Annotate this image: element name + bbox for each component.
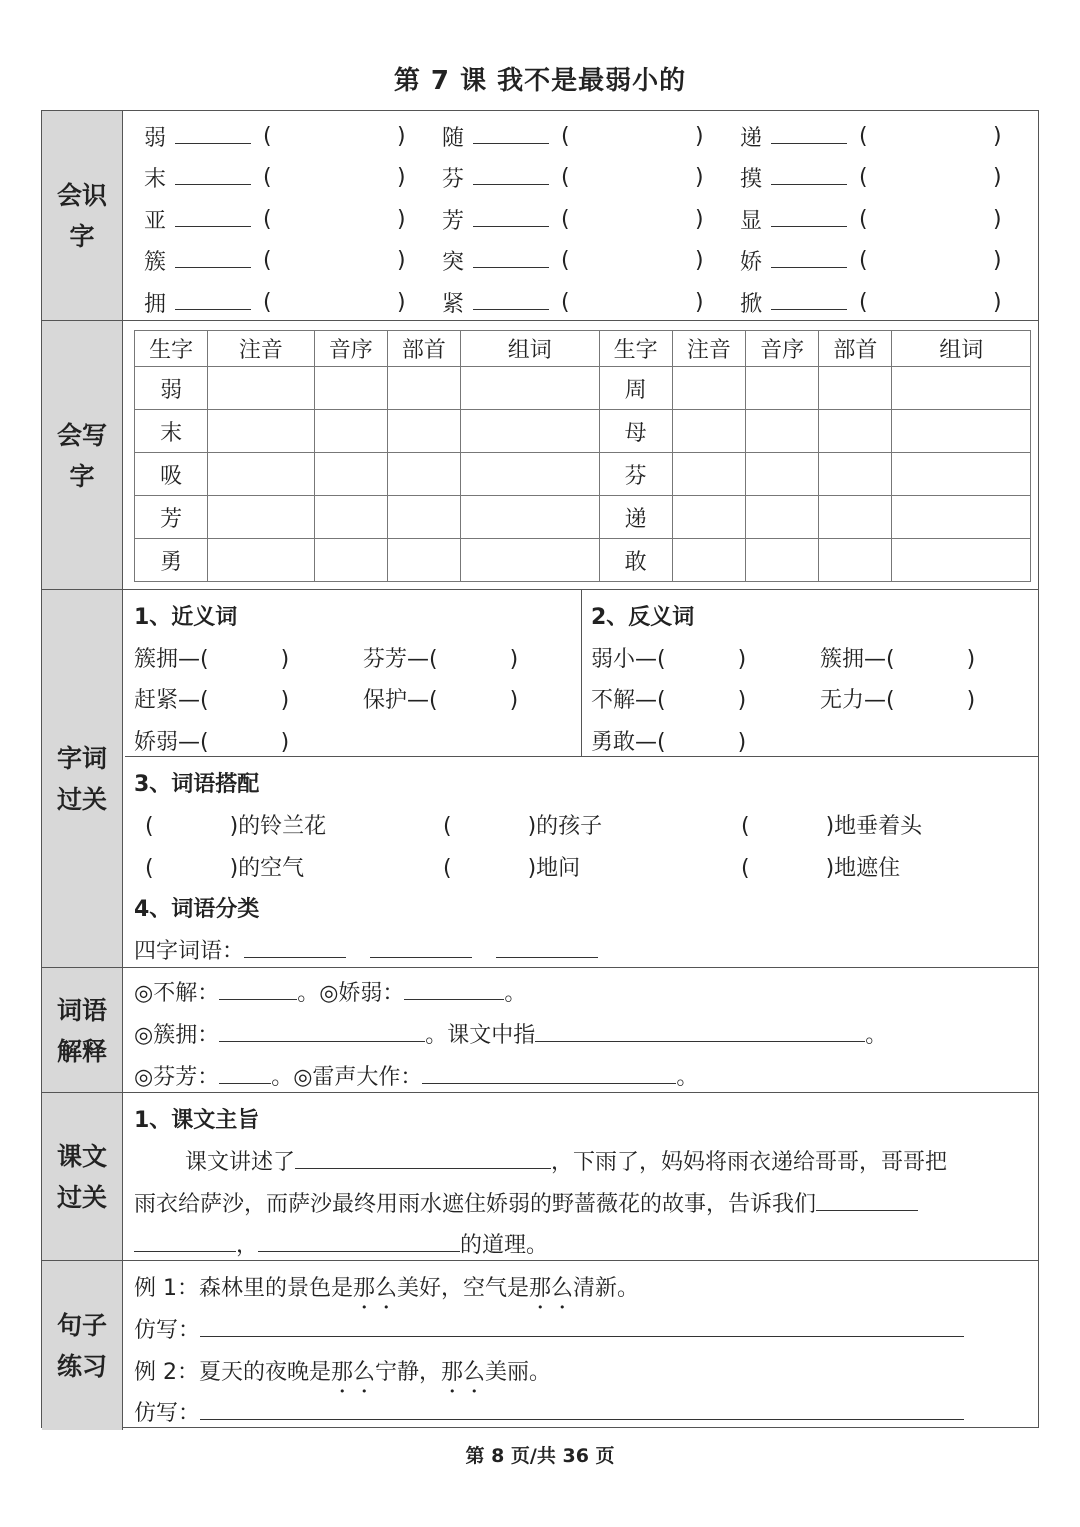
answer-blank[interactable] (219, 981, 297, 1000)
recognize-item (731, 157, 1021, 199)
recognize-item (135, 281, 425, 323)
answer-cell[interactable] (461, 496, 599, 539)
answer-cell[interactable] (314, 539, 387, 582)
table-header (135, 331, 1031, 367)
divider (581, 590, 582, 756)
text-line: 雨衣给萨沙，而萨沙最终用雨水遮住娇弱的野蔷薇花的故事，告诉我们 (134, 1187, 918, 1218)
column-header: 音序 (745, 331, 818, 367)
explain-line: ◎不解： 。◎娇弱： 。 (134, 981, 527, 1006)
character: 紧 (441, 291, 464, 317)
character-cell: 弱 (135, 367, 208, 410)
open-paren: ( (263, 165, 272, 190)
section-label: 字词过关 (42, 590, 123, 968)
recognize-item (433, 240, 723, 282)
answer-cell[interactable] (892, 496, 1031, 539)
table-row (135, 367, 1031, 410)
recognize-item (731, 115, 1021, 157)
column-header: 音序 (314, 331, 387, 367)
answer-blank[interactable] (219, 1023, 425, 1042)
antonym-item: 无力—( ) (820, 688, 976, 713)
answer-cell[interactable] (819, 410, 892, 453)
answer-blank[interactable] (816, 1192, 918, 1211)
pinyin-blank[interactable] (771, 212, 847, 227)
open-paren: ( (859, 289, 868, 315)
character: 弱 (143, 125, 166, 151)
character: 递 (739, 125, 762, 151)
close-paren: ) (993, 123, 1002, 149)
answer-cell[interactable] (461, 453, 599, 496)
pinyin-blank[interactable] (771, 170, 847, 185)
character-cell: 勇 (135, 539, 208, 582)
character-cell: 芬 (599, 453, 672, 496)
recognize-list (125, 111, 1038, 320)
section-label: 课文过关 (42, 1093, 123, 1261)
synonym-item: 芬芳—( ) (363, 647, 519, 672)
recognize-row (125, 281, 1038, 323)
synonym-item: 娇弱—( ) (134, 730, 290, 755)
antonym-item: 弱小—( ) (591, 647, 747, 672)
answer-blank[interactable] (244, 939, 346, 958)
character-cell: 敢 (599, 539, 672, 582)
answer-cell[interactable] (672, 367, 745, 410)
open-paren: ( (859, 123, 868, 149)
close-paren: ) (397, 248, 406, 273)
pinyin-blank[interactable] (771, 253, 847, 268)
column-header: 生字 (599, 331, 672, 367)
pinyin-blank[interactable] (175, 295, 251, 310)
close-paren: ) (993, 289, 1002, 315)
answer-cell[interactable] (314, 410, 387, 453)
words-area (125, 590, 1038, 968)
recognize-item (731, 240, 1021, 282)
answer-blank[interactable] (200, 1401, 964, 1420)
section-label: 会写字 (42, 321, 123, 590)
answer-blank[interactable] (370, 939, 472, 958)
answer-blank[interactable] (535, 1023, 865, 1042)
text-line: ， 的道理。 (134, 1228, 548, 1259)
column-header: 组词 (461, 331, 599, 367)
open-paren: ( (263, 248, 272, 273)
character: 芳 (441, 208, 464, 234)
character-cell: 递 (599, 496, 672, 539)
classify-line: 四字词语： (134, 934, 598, 965)
pinyin-blank[interactable] (473, 170, 549, 185)
answer-blank[interactable] (422, 1065, 676, 1084)
character-cell: 末 (135, 410, 208, 453)
text-line: 课文讲述了 ，下雨了，妈妈将雨衣递给哥哥，哥哥把 (185, 1150, 948, 1175)
open-paren: ( (859, 206, 868, 232)
collocation-heading: 3、词语搭配 (134, 772, 260, 797)
page-title: 第 7 课 我不是最弱小的 (393, 66, 687, 96)
explain-line: ◎簇拥： 。课文中指 。 (134, 1023, 888, 1048)
answer-cell[interactable] (461, 539, 599, 582)
classify-heading: 4、词语分类 (134, 897, 260, 922)
answer-blank[interactable] (496, 939, 598, 958)
synonym-item: 簇拥—( ) (134, 647, 290, 672)
answer-cell[interactable] (208, 410, 314, 453)
text-heading: 1、课文主旨 (134, 1108, 260, 1133)
answer-cell[interactable] (819, 453, 892, 496)
copy-line: 仿写： (134, 1313, 964, 1344)
antonyms-heading: 2、反义词 (591, 605, 695, 630)
open-paren: ( (859, 248, 868, 273)
copy-line: 仿写： (134, 1396, 964, 1427)
answer-blank[interactable] (295, 1150, 551, 1169)
character: 突 (441, 250, 464, 275)
open-paren: ( (561, 289, 570, 315)
answer-cell[interactable] (892, 410, 1031, 453)
recognize-row (125, 115, 1038, 157)
close-paren: ) (397, 206, 406, 232)
recognize-item (433, 198, 723, 240)
character: 随 (441, 125, 464, 151)
page-footer: 第 8 页/共 36 页 (465, 1445, 615, 1467)
answer-cell[interactable] (745, 539, 818, 582)
pinyin-blank[interactable] (473, 129, 549, 144)
explain-line: ◎芬芳： 。◎雷声大作： 。 (134, 1065, 699, 1090)
recognize-item (433, 157, 723, 199)
answer-cell[interactable] (461, 367, 599, 410)
column-header: 注音 (672, 331, 745, 367)
section-write (42, 320, 1038, 590)
open-paren: ( (561, 248, 570, 273)
answer-cell[interactable] (672, 410, 745, 453)
table-row (135, 453, 1031, 496)
close-paren: ) (695, 165, 704, 190)
close-paren: ) (397, 289, 406, 315)
table-row (135, 410, 1031, 453)
pinyin-blank[interactable] (473, 212, 549, 227)
section-text (42, 1092, 1038, 1261)
open-paren: ( (561, 206, 570, 232)
answer-cell[interactable] (819, 367, 892, 410)
collocation-item: ( )地问 (443, 856, 581, 881)
pinyin-blank[interactable] (175, 170, 251, 185)
recognize-item (433, 281, 723, 323)
answer-blank[interactable] (404, 981, 504, 1000)
close-paren: ) (695, 206, 704, 232)
answer-cell[interactable] (461, 410, 599, 453)
open-paren: ( (561, 165, 570, 190)
pinyin-blank[interactable] (771, 295, 847, 310)
answer-blank[interactable] (134, 1233, 236, 1252)
answer-cell[interactable] (819, 539, 892, 582)
table-row (135, 539, 1031, 582)
pinyin-blank[interactable] (473, 295, 549, 310)
recognize-item (135, 157, 425, 199)
recognize-item (135, 115, 425, 157)
answer-cell[interactable] (208, 367, 314, 410)
pinyin-blank[interactable] (175, 212, 251, 227)
collocation-item: ( )地垂着头 (741, 814, 923, 839)
answer-cell[interactable] (672, 539, 745, 582)
answer-cell[interactable] (314, 496, 387, 539)
write-table-area (125, 321, 1038, 590)
answer-cell[interactable] (387, 453, 460, 496)
table-row (135, 496, 1031, 539)
answer-cell[interactable] (892, 453, 1031, 496)
synonyms-heading: 1、近义词 (134, 605, 238, 630)
section-recognize (42, 111, 1038, 320)
column-header: 生字 (135, 331, 208, 367)
section-sentence (42, 1260, 1038, 1430)
open-paren: ( (263, 123, 272, 149)
answer-blank[interactable] (258, 1233, 460, 1252)
answer-cell[interactable] (314, 453, 387, 496)
recognize-item (135, 198, 425, 240)
character: 簇 (143, 250, 166, 275)
answer-cell[interactable] (745, 453, 818, 496)
collocation-item: ( )的孩子 (443, 814, 603, 839)
section-label: 句子练习 (42, 1261, 123, 1430)
explain-area (125, 968, 1038, 1093)
column-header: 注音 (208, 331, 314, 367)
character: 拥 (143, 291, 166, 317)
close-paren: ) (695, 289, 704, 315)
pinyin-blank[interactable] (175, 129, 251, 144)
answer-blank[interactable] (200, 1318, 964, 1337)
open-paren: ( (263, 289, 272, 315)
answer-cell[interactable] (745, 367, 818, 410)
text-area (125, 1093, 1038, 1261)
character: 亚 (143, 208, 166, 234)
synonym-item: 赶紧—( ) (134, 688, 290, 713)
answer-cell[interactable] (314, 367, 387, 410)
close-paren: ) (993, 248, 1002, 273)
character: 芬 (441, 167, 464, 192)
character-cell: 芳 (135, 496, 208, 539)
column-header: 部首 (387, 331, 460, 367)
pinyin-blank[interactable] (473, 253, 549, 268)
answer-cell[interactable] (208, 453, 314, 496)
close-paren: ) (695, 123, 704, 149)
collocation-item: ( )地遮住 (741, 856, 901, 881)
answer-blank[interactable] (219, 1065, 271, 1084)
write-table (134, 330, 1031, 582)
character: 摸 (739, 167, 762, 192)
sentence-area (125, 1261, 1038, 1430)
character: 娇 (739, 250, 762, 275)
section-explain (42, 967, 1038, 1093)
answer-cell[interactable] (208, 539, 314, 582)
answer-cell[interactable] (745, 496, 818, 539)
section-label: 词语解释 (42, 968, 123, 1093)
recognize-row (125, 157, 1038, 199)
collocation-item: ( )的铃兰花 (145, 814, 327, 839)
close-paren: ) (397, 123, 406, 149)
character-cell: 周 (599, 367, 672, 410)
close-paren: ) (695, 248, 704, 273)
answer-cell[interactable] (819, 496, 892, 539)
character-cell: 吸 (135, 453, 208, 496)
section-words (42, 589, 1038, 968)
recognize-item (731, 281, 1021, 323)
answer-cell[interactable] (387, 496, 460, 539)
divider (125, 756, 1038, 757)
close-paren: ) (993, 165, 1002, 190)
character-cell: 母 (599, 410, 672, 453)
character: 末 (143, 167, 166, 192)
recognize-item (135, 240, 425, 282)
antonym-item: 不解—( ) (591, 688, 747, 713)
example-sentence: 例 2：夏天的夜晚是那么宁静，那么美丽。 (134, 1360, 552, 1385)
collocation-item: ( )的空气 (145, 856, 305, 881)
recognize-row (125, 198, 1038, 240)
close-paren: ) (397, 165, 406, 190)
synonym-item: 保护—( ) (363, 688, 519, 713)
pinyin-blank[interactable] (175, 253, 251, 268)
recognize-item (731, 198, 1021, 240)
pinyin-blank[interactable] (771, 129, 847, 144)
recognize-item (433, 115, 723, 157)
character: 掀 (739, 291, 762, 317)
answer-cell[interactable] (672, 496, 745, 539)
antonym-item: 簇拥—( ) (820, 647, 976, 672)
answer-cell[interactable] (892, 539, 1031, 582)
column-header: 部首 (819, 331, 892, 367)
answer-cell[interactable] (387, 367, 460, 410)
open-paren: ( (859, 165, 868, 190)
open-paren: ( (263, 206, 272, 232)
recognize-row (125, 240, 1038, 282)
answer-cell[interactable] (745, 410, 818, 453)
close-paren: ) (993, 206, 1002, 232)
worksheet (41, 110, 1039, 1428)
answer-cell[interactable] (672, 453, 745, 496)
antonym-item: 勇敢—( ) (591, 730, 747, 755)
section-label: 会识字 (42, 111, 123, 320)
answer-cell[interactable] (387, 539, 460, 582)
answer-cell[interactable] (892, 367, 1031, 410)
answer-cell[interactable] (387, 410, 460, 453)
column-header: 组词 (892, 331, 1031, 367)
open-paren: ( (561, 123, 570, 149)
example-sentence: 例 1：森林里的景色是那么美好，空气是那么清新。 (134, 1276, 640, 1301)
answer-cell[interactable] (208, 496, 314, 539)
character: 显 (739, 208, 762, 234)
